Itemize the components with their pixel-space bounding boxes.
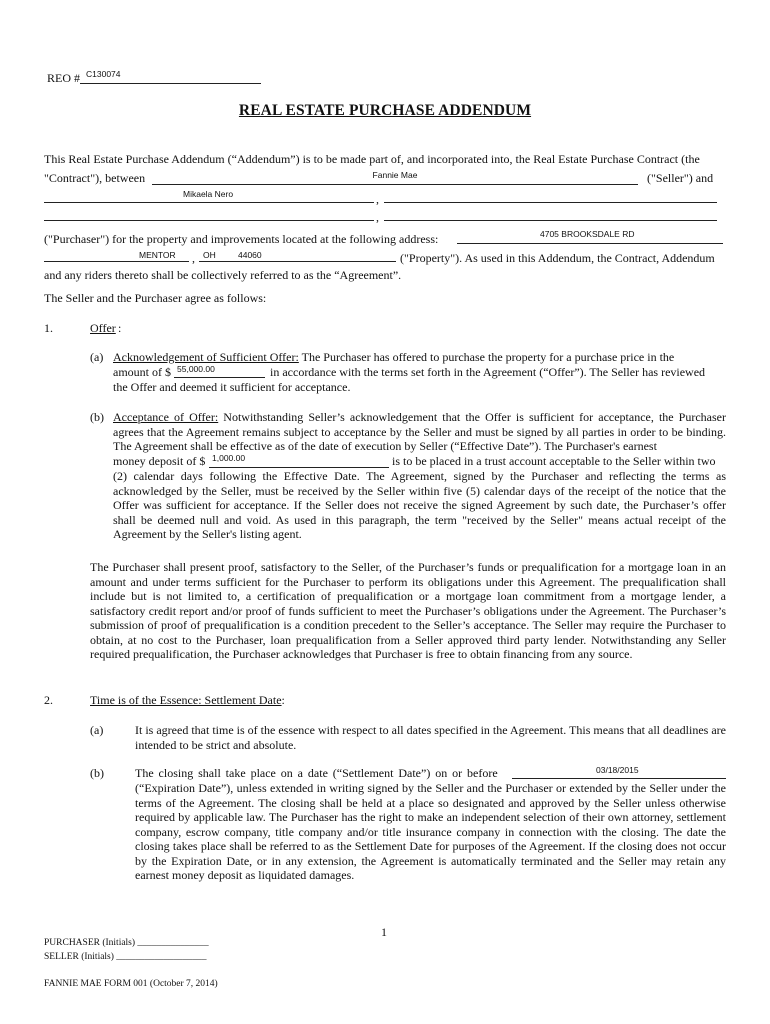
purchaser-initials[interactable]: PURCHASER (Initials) _______________: [44, 938, 209, 948]
section-1a-text-1: The Purchaser has offered to purchase the property for a purchase price in the: [298, 350, 675, 364]
property-state-zip-line: [199, 261, 396, 262]
section-1b-paragraph-2: (2) calendar days following the Effective Date. The Agreement, signed by the Purchaser and reflecting the terms as acknowledged by the Seller, must be received by the Seller within five (5) calendar days of the receipt of the notice that the Offer was sufficient for acceptance. If the Seller does not receive the signed Agreement by such date, the Purchaser’s offer shall be deemed null and void. As used in this paragraph, the term "received by the Seller" means actual receipt of the Agreement by the Seller's listing agent.: [113, 469, 726, 541]
reo-number-line: [80, 83, 261, 84]
purchase-amount-field[interactable]: 55,000.00: [177, 364, 215, 374]
settlement-date-line: [512, 778, 726, 779]
purchaser-property-text: ("Purchaser") for the property and improvements located at the following address:: [44, 232, 439, 246]
section-2b-label: (b): [90, 766, 104, 780]
section-1b-text-1: Notwithstanding Seller’s acknowledgement that the Offer is sufficient for acceptance, the Purchaser agrees that the Agreement remains subject to acceptance by the Seller and must be signed by all parties in order to be binding. The Agreement shall be effective as of the date of execution by Seller (“Effective Date”). The Purchaser's earnest: [113, 410, 726, 453]
section-1-number: 1.: [44, 321, 53, 335]
property-city-field[interactable]: MENTOR: [139, 250, 176, 260]
purchaser-name-line-1: [44, 202, 374, 203]
purchaser-name-line-3: [44, 220, 374, 221]
riders-text: and any riders thereto shall be collectively referred to as the “Agreement”.: [44, 268, 402, 282]
property-city-line: [44, 261, 189, 262]
section-1b-heading: Acceptance of Offer:: [113, 410, 219, 424]
deposit-amount-field[interactable]: 1,000.00: [212, 453, 246, 463]
section-2-number: 2.: [44, 693, 53, 707]
property-suffix-text: ("Property"). As used in this Addendum, the Contract, Addendum: [400, 251, 715, 265]
proof-paragraph: The Purchaser shall present proof, satisfactory to the Seller, of the Purchaser’s funds or prequalification for a mortgage loan in an amount and under terms sufficient for the Purchaser to perform its obligations under this Agreement. The prequalification shall include but is not limited to, a certification of prequalification or a mortgage loan commitment from a mortgage lender, a satisfactory credit report and/or proof of funds sufficient to meet the Purchaser’s obligations under the Agreement. The Purchaser’s submission of proof of prequalification is a condition precedent to the Seller’s acceptance. The Seller may require the Purchaser to obtain, at no cost to the Purchaser, loan prequalification from a Seller approved third party lender. Notwithstanding any Seller required prequalification, the Purchaser acknowledges that Purchaser is free to obtain financing from any source.: [90, 560, 726, 661]
deposit-line: [209, 467, 389, 468]
amount-prefix: amount of $: [113, 365, 171, 379]
section-2a-text: It is agreed that time is of the essence with respect to all dates specified in the Agreement. This means that all deadlines are intended to be strict and absolute.: [135, 723, 726, 752]
page-number: 1: [381, 925, 387, 939]
agree-text: The Seller and the Purchaser agree as follows:: [44, 291, 267, 305]
section-1a-label: (a): [90, 350, 104, 364]
property-state-field[interactable]: OH: [203, 250, 216, 260]
section-2b-text-2: (“Expiration Date”), unless extended in writing signed by the Seller and the Purchaser or extended by the Seller under the terms of the Agreement. The closing shall be held at a place so designated and approved by the Seller unless otherwise required by applicable law. The Purchaser has the right to make an independent selection of their own attorney, settlement company, escrow company, title company and/or title insurance company in connection with the closing. The date the closing takes place shall be referred to as the Settlement Date for purposes of the Agreement. If the closing does not occur by the Expiration Date, or in any extension, the Agreement is automatically terminated and the Seller may retain any earnest money deposit as liquidated damages.: [135, 781, 726, 882]
purchaser-name-line-4: [384, 220, 717, 221]
seller-name-field[interactable]: Fannie Mae: [372, 170, 418, 180]
section-1b-paragraph-1: [113, 410, 726, 454]
section-2b-text-1: The closing shall take place on a date (“Settlement Date”) on or before: [135, 766, 498, 780]
section-1a-text-2: in accordance with the terms set forth in the Agreement (“Offer”). The Seller has reviewed: [270, 365, 706, 379]
comma-3: ,: [192, 251, 195, 265]
settlement-date-field[interactable]: 03/18/2015: [596, 765, 639, 775]
seller-initials[interactable]: SELLER (Initials) ___________________: [44, 952, 207, 962]
reo-number-field[interactable]: C130074: [86, 69, 121, 79]
comma-2: ,: [376, 210, 379, 224]
section-1a-heading: Acknowledgement of Sufficient Offer:: [113, 350, 299, 364]
deposit-suffix: is to be placed in a trust account acceptable to the Seller within two: [392, 454, 716, 468]
purchaser-name-field[interactable]: Mikaela Nero: [183, 189, 234, 199]
form-id: FANNIE MAE FORM 001 (October 7, 2014): [44, 979, 218, 989]
section-2a-label: (a): [90, 723, 104, 737]
section-2-heading-row: [90, 693, 285, 708]
section-1a-text-3: the Offer and deemed it sufficient for acceptance.: [113, 380, 351, 394]
section-1b-label: (b): [90, 410, 104, 424]
purchaser-name-line-2: [384, 202, 717, 203]
comma-1: ,: [376, 192, 379, 206]
section-2-colon: :: [281, 693, 285, 707]
section-1a-line-1: [113, 350, 726, 365]
property-zip-field[interactable]: 44060: [238, 250, 262, 260]
property-street-field[interactable]: 4705 BROOKSDALE RD: [540, 229, 635, 239]
property-street-line: [457, 243, 723, 244]
section-2-heading: Time is of the Essence: Settlement Date: [90, 693, 282, 707]
intro-line-1: This Real Estate Purchase Addendum (“Addendum”) is to be made part of, and incorporated into, the Real Estate Purchase Contract (the: [44, 152, 700, 166]
section-1-heading: Offer: [90, 321, 116, 335]
seller-name-line: [152, 184, 638, 185]
amount-line: [174, 377, 265, 378]
reo-label: REO #: [47, 71, 80, 85]
page-title: REAL ESTATE PURCHASE ADDENDUM: [238, 102, 532, 119]
deposit-prefix: money deposit of $: [113, 454, 206, 468]
seller-suffix-text: ("Seller") and: [647, 171, 714, 185]
contract-between-text: "Contract"), between: [44, 171, 146, 185]
